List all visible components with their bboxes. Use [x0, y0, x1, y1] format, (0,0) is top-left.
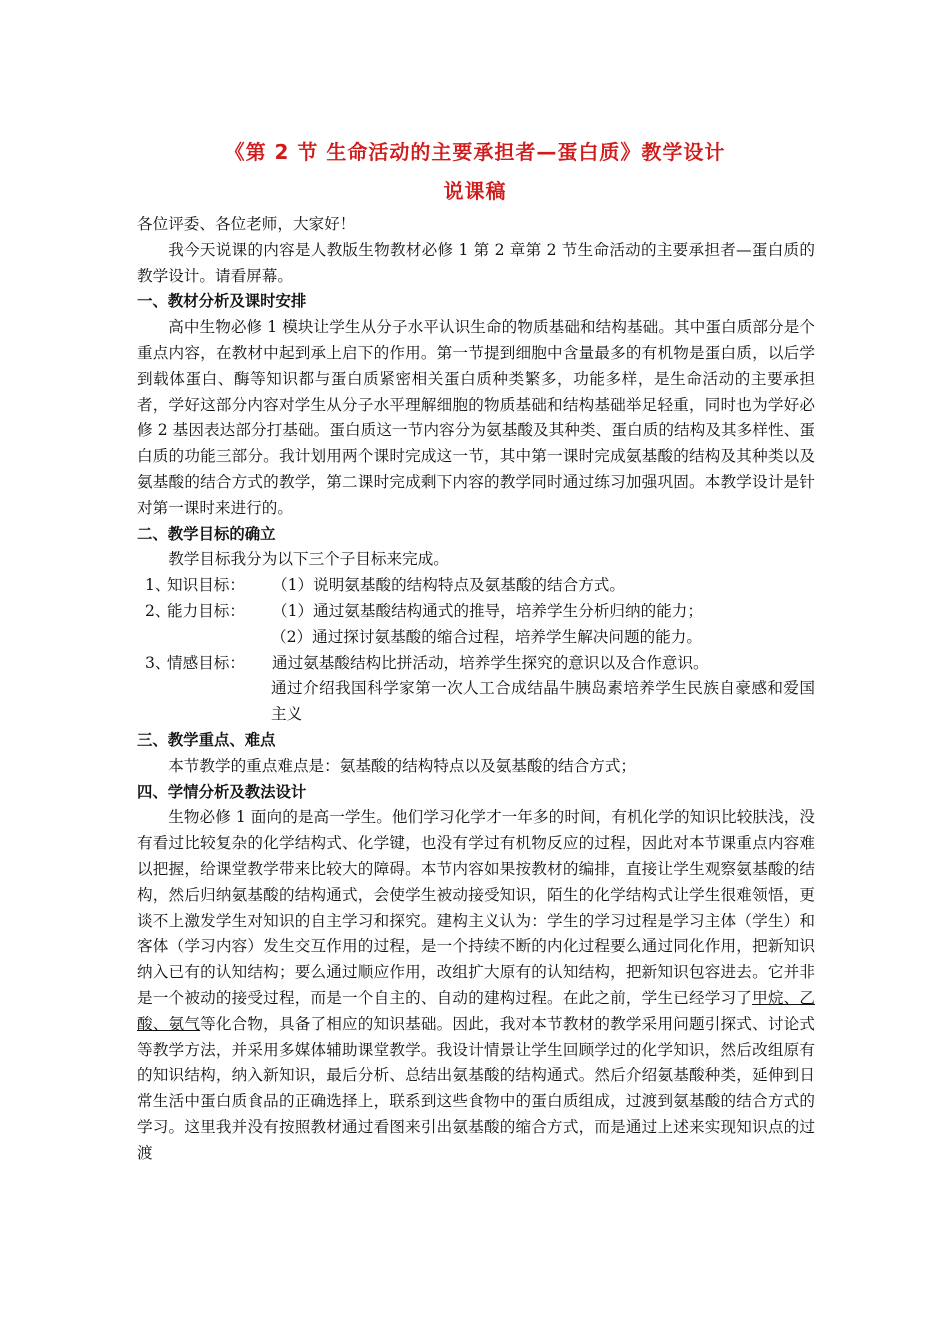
goal-emotion-text-2: 通过介绍我国科学家第一次人工合成结晶牛胰岛素培养学生民族自豪感和爱国主义 [271, 679, 815, 724]
goal-ability-text-2: （2）通过探讨氨基酸的缩合过程，培养学生解决问题的能力。 [271, 627, 702, 646]
goal-text: （1）说明氨基酸的结构特点及氨基酸的结合方式。 [272, 576, 625, 595]
intro-paragraph: 我今天说课的内容是人教版生物教材必修 1 第 2 章第 2 节生命活动的主要承担者—蛋白质的教学设计。请看屏幕。 [137, 240, 815, 285]
section-3-paragraph: 本节教学的重点难点是：氨基酸的结构特点以及氨基酸的结合方式； [168, 756, 637, 775]
section-1-paragraph: 高中生物必修 1 模块让学生从分子水平认识生命的物质基础和结构基础。其中蛋白质部分是个重点内容，在教材中起到承上启下的作用。第一节提到细胞中含量最多的有机物是蛋白质，以后学到载体蛋白、酶等知识都与蛋白质紧密相关蛋白质种类繁多，功能多样，是生命活动的主要承担者，学好这部分内容对学生从分子水平理解细胞的物质基础和结构基础举足轻重，同时也为学好必修 2 基因表达部分打基础。蛋白质这一节内容分为氨基酸及其种类、蛋白质的结构及其多样性、蛋白质的功能三部分。我计划用两个课时完成这一节，其中第一课时完成氨基酸的结构及其种类以及氨基酸的结合方式的教学，第二课时完成剩下内容的教学同时通过练习加强巩固。本教学设计是针对第一课时来进行的。 [137, 318, 815, 517]
goal-ability [137, 599, 815, 625]
goal-number: 3、 [145, 653, 171, 672]
section-4-text-b: 等化合物，具备了相应的知识基础。因此，我对本节教材的教学采用问题引探式、讨论式等教学方法，并采用多媒体辅助课堂教学。我设计情景让学生回顾学过的化学知识，然后改组原有的知识结构，纳入新知识，最后分析、总结出氨基酸的结构通式。然后介绍氨基酸种类，延伸到日常生活中蛋白质食品的正确选择上，联系到这些食物中的蛋白质组成，过渡到氨基酸的结合方式的学习。这里我并没有按照教材通过看图来引出氨基酸的缩合方式，而是通过上述来实现知识点的过渡 [137, 1014, 815, 1162]
goal-label: 情感目标： [167, 653, 245, 672]
goal-text: 通过氨基酸结构比拼活动，培养学生探究的意识以及合作意识。 [272, 653, 709, 672]
document-title: 《第 2 节 生命活动的主要承担者—蛋白质》教学设计 [224, 140, 726, 164]
goal-label: 能力目标： [167, 601, 245, 620]
goal-text: （1）通过氨基酸结构通式的推导，培养学生分析归纳的能力； [272, 601, 703, 620]
section-4-paragraph [137, 805, 815, 1166]
section-3-heading: 三、教学重点、难点 [137, 730, 276, 749]
document-subtitle: 说课稿 [443, 179, 507, 203]
underlined-compounds: 甲烷、乙酸、氨气 [137, 988, 815, 1033]
goal-knowledge [137, 573, 815, 599]
goal-number: 2、 [145, 601, 171, 620]
section-2-heading: 二、教学目标的确立 [137, 524, 276, 543]
greeting: 各位评委、各位老师，大家好！ [137, 215, 356, 233]
goal-label: 知识目标： [167, 576, 245, 595]
section-2-intro: 教学目标我分为以下三个子目标来完成。 [168, 550, 449, 569]
section-4-text-a: 生物必修 1 面向的是高一学生。他们学习化学才一年多的时间，有机化学的知识比较肤浅，没有看过比较复杂的化学结构式、化学键，也没有学过有机物反应的过程，因此对本节课重点内容难以把握，给课堂教学带来比较大的障碍。本节内容如果按教材的编排，直接让学生观察氨基酸的结构，然后归纳氨基酸的结构通式，会使学生被动接受知识，陌生的化学结构式让学生很难领悟，更谈不上激发学生对知识的自主学习和探究。建构主义认为：学生的学习过程是学习主体（学生）和客体（学习内容）发生交互作用的过程，是一个持续不断的内化过程要么通过同化作用，把新知识纳入已有的认知结构；要么通过顺应作用，改组扩大原有的认知结构，把新知识包容进去。它并非是一个被动的接受过程，而是一个自主的、自动的建构过程。在此之前，学生已经学习了 [137, 808, 815, 1007]
goal-emotion [137, 651, 815, 677]
goal-number: 1、 [145, 576, 171, 595]
document-body [137, 212, 815, 1166]
section-1-heading: 一、教材分析及课时安排 [137, 292, 307, 311]
section-4-heading: 四、学情分析及教法设计 [137, 782, 307, 801]
